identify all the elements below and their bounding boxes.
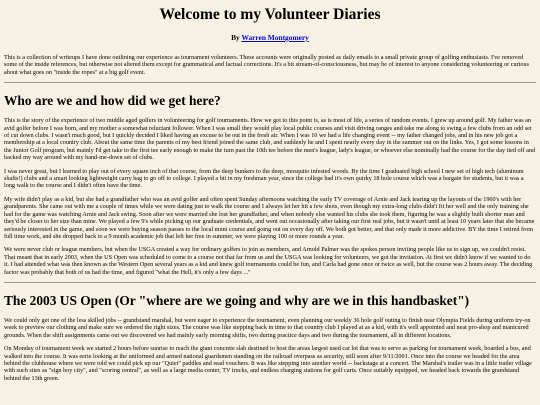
paragraph: We could only get one of the less skilled jobs -- grandstand marshal, but were eager to experience the tournament, even planning our weekly 36 hole golf outing to finish near Olympia Fields during uniform try-on week to preview our clothing and make sure we ordered the right sizes. The course was like stepping back in time to that country club I played at as a kid, with it's well appointed and neat pro-shop and manicured grounds. When the shift assignments came out we discovered we had mainly early morning shifts, two during practice days and two during the tournament, all in different locations. <box>4 316 531 339</box>
section-heading-2003-us-open: The 2003 US Open (Or "where are we going and why are we in this handbasket") <box>4 292 470 308</box>
divider <box>4 82 536 83</box>
author-link[interactable]: Warren Montgomery <box>241 33 309 42</box>
paragraph: I was never great, but I learned to play out of every square inch of that course, from the deep bunkers to the deep, mosquito infested woods. By the time I graduated high school I new set of high tech (aluminum shafts!) clubs and a smart looking lightweight carry bag to go off to college. I played a bit in my freshman year, since the college had it's own quirky 18 hole course which was a bargain for students, but it was a long walk to the course and I didn't often have the time. <box>4 167 524 190</box>
paragraph: We were never club or league members, but when the USGA created a way for ordinary golfers to join as members, and Arnold Palmer was the spokes person inviting people like us to sign up, we couldn't resist. That meant that in early 2003, when the US Open was scheduled to come to a course not that far from us and the USGA was looking for volunteers, we got the invitation. At first we didn't know if we wanted to do it. I had attended what was then known as the Western Open several years as a kid and knew golf tournaments could be fun, and Carla had gone once or twice as well, but the course was 2 hours away. The deciding factor was probably that both of us had the time, and figured "what the Hell, it's only a few days ..." <box>4 246 533 276</box>
paragraph: On Monday of tournament week we started 2 hours before sunrise to reach the giant concrete slab destined to host the areas largest used car lot that was to serve as parking for tournament week, boarded a bus, and walked into the course. It was eerie looking at the uniformed and armed national guardsmen standing on the railroad overpass as security, still soon after 9/11/2001. Once into the course we headed for the area behind the clubhouse where we were told we could pick up our "Quiet" paddles and read vouchers. It was like stepping into another world -- backstage at a concert. The Marshal's trailer was in a little trailer village with such sites as "sign boy city", and "scoring central", as well as a large media center, TV trucks, and endless charging stations for golf carts. Once suitably equipped, we headed back towards the grandstand behind the 13th green. <box>4 345 532 382</box>
byline <box>4 33 536 42</box>
section-heading-who-are-we: Who are we and how did we get here? <box>4 93 221 109</box>
paragraph: My wife didn't play as a kid, but she had a grandfather who was an avid golfer and often spent Sunday afternoons watching the early TV coverage of Arnie and Jack tearing up the layouts of the 1960's with her grandparents. She came out with me a couple of times while we were dating just to walk the course and I always let her hit a few shots, even though my extra-long clubs didn't fit her well and the only training she had for the game was watching Arnie and Jack swing. Soon after we were married she lost her grandfather, and when nobody else wanted his clubs she took them, figuring he was a slightly built shorter man and they'd be closer to her size than mine. We played a few 9's while picking up our graduate credentials, and went out occasionally after taking our first real jobs, but it wasn't until at least 10 years later that she became seriously interested in the game, and soon we were buying season passes to the local muni course and going out on every day off. We both got better, and that only made it more addictive. BY the time I retired from full time work, and she dropped back to a 9 month academic job that left her free in summer, we were playing 100 or more rounds a year. <box>4 195 535 240</box>
page-title: Welcome to my Volunteer Diaries <box>159 6 381 23</box>
byline-prefix: By <box>231 33 240 42</box>
paragraph: This is the story of the experience of two middle aged golfers in volunteering for golf tournaments. How we got to this point is, as is most of life, a series of random events. I grew up around golf. My father was an avid golfer before I was born, and my mother a somewhat reluctant follower. When I was small they would play local public courses and visit driving ranges and take me along to swing a few clubs from an odd set of cut down clubs. I wasn't much good, but I quickly decided I liked having an excuse to be out in the fresh air. When I was 10 we had a life changing event -- my father changed jobs, and in his new job got a membership at a local country club. About the same time the parents of my best friend joined the same club, and suddenly he and I spent nearly every day in the summer out on the links. Yes, I got some lessons in the Junior Golf program, but mainly I'd get take to the first tee early enough to make the turn past the 10th tee before the men's league, lady's league, or whoever else nominally had the course for the day tied off and backed my way around with my hand-me-down set of clubs. <box>4 117 536 162</box>
intro-paragraph: This is a collection of writeups I have done outlining our experience as tournament volunteers. These accounts were originally posted as daily emails to a small private group of golfing enthusiasts. I've removed some of the inside references, but otherwise not altered them except for grammatical and factual corrections. It's a bit stream-of-consciousness, but may be of interest to anyone considering volunteering or curious about what goes on "inside the ropes" at a big golf event. <box>4 54 529 76</box>
divider <box>4 282 536 283</box>
